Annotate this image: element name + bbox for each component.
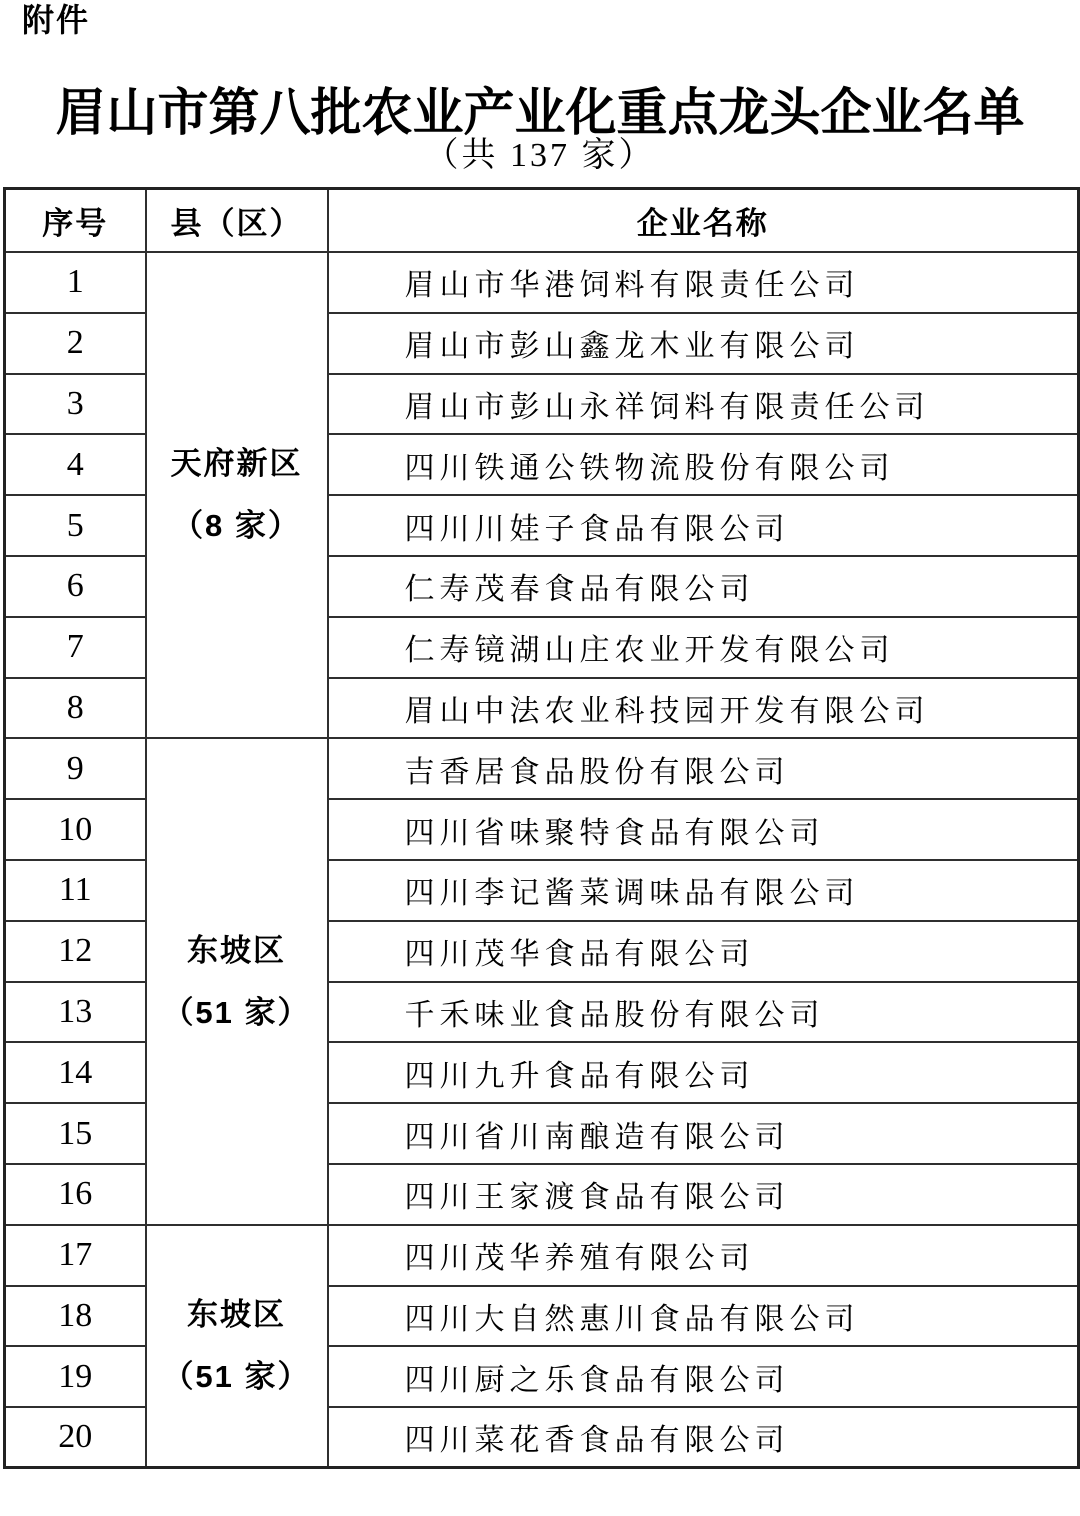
row-number: 3 (5, 374, 146, 435)
row-number: 19 (5, 1346, 146, 1407)
table-row (5, 738, 1079, 799)
company-name: 眉山市华港饲料有限责任公司 (328, 252, 1079, 313)
county-cell-tianfu (146, 252, 328, 738)
company-name: 四川李记酱菜调味品有限公司 (328, 860, 1079, 921)
row-number: 2 (5, 313, 146, 374)
header-serial-number: 序号 (5, 189, 146, 253)
company-name: 千禾味业食品股份有限公司 (328, 982, 1079, 1043)
company-name: 仁寿茂春食品有限公司 (328, 556, 1079, 617)
row-number: 9 (5, 738, 146, 799)
row-number: 18 (5, 1286, 146, 1347)
company-name: 四川九升食品有限公司 (328, 1042, 1079, 1103)
row-number: 13 (5, 982, 146, 1043)
enterprise-table (3, 187, 1080, 1469)
header-county: 县（区） (146, 189, 328, 253)
county-count: （51 家） (162, 994, 311, 1030)
company-name: 吉香居食品股份有限公司 (328, 738, 1079, 799)
county-region: 东坡区 (187, 932, 286, 968)
county-count: （51 家） (162, 1359, 311, 1395)
row-number: 14 (5, 1042, 146, 1103)
row-number: 15 (5, 1103, 146, 1164)
row-number: 6 (5, 556, 146, 617)
company-name: 仁寿镜湖山庄农业开发有限公司 (328, 617, 1079, 678)
county-count: （8 家） (172, 508, 301, 544)
county-region: 东坡区 (187, 1297, 286, 1333)
company-name: 四川省味聚特食品有限公司 (328, 799, 1079, 860)
company-name: 四川王家渡食品有限公司 (328, 1164, 1079, 1225)
row-number: 5 (5, 495, 146, 556)
row-number: 20 (5, 1407, 146, 1468)
row-number: 7 (5, 617, 146, 678)
company-name: 眉山中法农业科技园开发有限公司 (328, 678, 1079, 739)
row-number: 12 (5, 921, 146, 982)
row-number: 17 (5, 1225, 146, 1286)
row-number: 16 (5, 1164, 146, 1225)
row-number: 10 (5, 799, 146, 860)
table-row (5, 1225, 1079, 1286)
company-name: 四川大自然惠川食品有限公司 (328, 1286, 1079, 1347)
county-region: 天府新区 (170, 446, 303, 482)
row-number: 1 (5, 252, 146, 313)
company-name: 四川川娃子食品有限公司 (328, 495, 1079, 556)
table-row (5, 252, 1079, 313)
county-cell-dongpo-1 (146, 738, 328, 1224)
header-enterprise-name: 企业名称 (328, 189, 1079, 253)
row-number: 8 (5, 678, 146, 739)
page-title: 眉山市第八批农业产业化重点龙头企业名单 (55, 86, 1025, 143)
company-name: 四川菜花香食品有限公司 (328, 1407, 1079, 1468)
row-number: 4 (5, 434, 146, 495)
page-subtitle: （共 137 家） (424, 137, 656, 174)
company-name: 四川铁通公铁物流股份有限公司 (328, 434, 1079, 495)
company-name: 眉山市彭山鑫龙木业有限公司 (328, 313, 1079, 374)
attachment-label: 附件 (22, 2, 91, 38)
company-name: 四川省川南酿造有限公司 (328, 1103, 1079, 1164)
table-header-row (5, 189, 1079, 253)
company-name: 四川厨之乐食品有限公司 (328, 1346, 1079, 1407)
county-cell-dongpo-2 (146, 1225, 328, 1468)
company-name: 四川茂华养殖有限公司 (328, 1225, 1079, 1286)
company-name: 四川茂华食品有限公司 (328, 921, 1079, 982)
company-name: 眉山市彭山永祥饲料有限责任公司 (328, 374, 1079, 435)
row-number: 11 (5, 860, 146, 921)
